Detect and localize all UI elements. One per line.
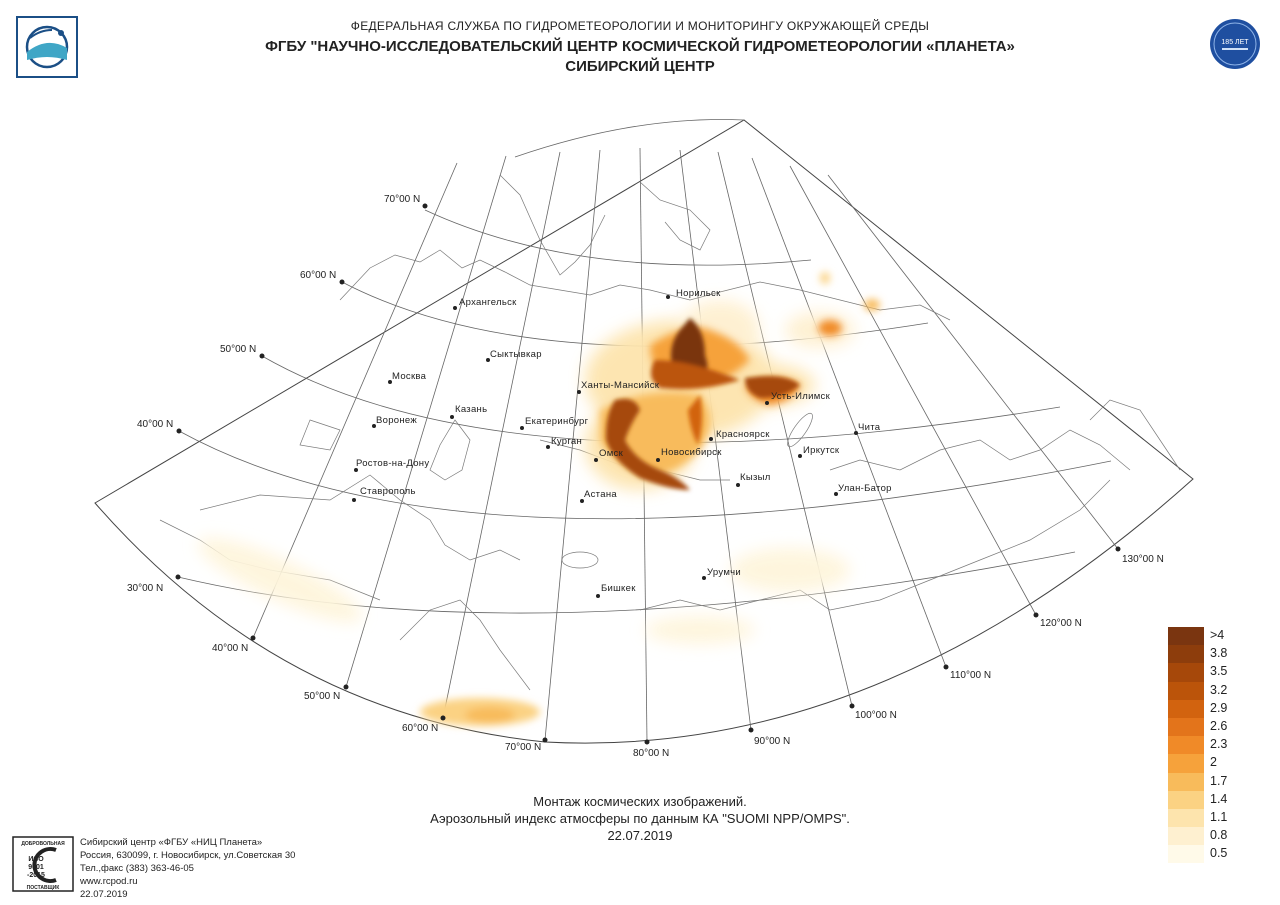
center-title: СИБИРСКИЙ ЦЕНТР: [565, 58, 715, 75]
svg-text:Сыктывкар: Сыктывкар: [490, 349, 542, 360]
svg-text:Новосибирск: Новосибирск: [661, 447, 722, 458]
legend-swatch: [1168, 718, 1204, 736]
lon-label-60: 60°00 N: [402, 723, 439, 734]
svg-text:Улан-Батор: Улан-Батор: [838, 483, 892, 494]
legend-label: 3.2: [1210, 682, 1228, 697]
legend-swatch: [1168, 791, 1204, 809]
legend-label: 0.8: [1210, 828, 1228, 843]
lat-label-50: 50°00 N: [220, 344, 257, 355]
svg-text:Красноярск: Красноярск: [716, 429, 770, 440]
legend-swatch: [1168, 645, 1204, 663]
caption-line1: Монтаж космических изображений.: [533, 794, 747, 809]
svg-text:Бишкек: Бишкек: [601, 583, 636, 594]
footer-date: 22.07.2019: [80, 889, 128, 900]
svg-text:Ставрополь: Ставрополь: [360, 486, 416, 497]
legend-label: 1.4: [1210, 791, 1228, 806]
legend-swatch: [1168, 773, 1204, 791]
lat-label-40: 40°00 N: [137, 419, 174, 430]
svg-text:Екатеринбург: Екатеринбург: [525, 416, 589, 427]
legend-label: 1.1: [1210, 809, 1228, 824]
legend-row: [1168, 645, 1248, 663]
lon-label-120: 120°00 N: [1040, 618, 1082, 629]
footer-phone: Тел.,факс (383) 363-46-05: [80, 863, 194, 874]
footer-org: Сибирский центр «ФГБУ «НИЦ Планета»: [80, 837, 263, 848]
legend-swatch: [1168, 754, 1204, 772]
legend-label: 3.8: [1210, 646, 1228, 661]
legend-label: >4: [1210, 628, 1225, 642]
legend-row: [1168, 682, 1248, 700]
legend-row: [1168, 663, 1248, 681]
legend-row: [1168, 700, 1248, 718]
footer-website[interactable]: www.rcpod.ru: [80, 876, 138, 887]
aerosol-index-legend: [1168, 627, 1248, 863]
legend-row: [1168, 736, 1248, 754]
planeta-logo: [16, 16, 78, 78]
svg-text:-2015: -2015: [27, 872, 45, 879]
svg-text:9001: 9001: [28, 864, 44, 871]
svg-text:Москва: Москва: [392, 371, 427, 382]
iso-certification-logo: [12, 836, 74, 892]
svg-text:ИСО: ИСО: [28, 856, 44, 863]
svg-text:Астана: Астана: [584, 489, 617, 500]
svg-text:Иркутск: Иркутск: [803, 445, 840, 456]
svg-text:Курган: Курган: [551, 436, 583, 447]
svg-text:Кызыл: Кызыл: [740, 472, 771, 483]
legend-row: [1168, 827, 1248, 845]
lon-label-90: 90°00 N: [754, 736, 791, 747]
legend-swatch: [1168, 700, 1204, 718]
svg-text:Омск: Омск: [599, 448, 624, 459]
lon-label-50: 50°00 N: [304, 691, 341, 702]
legend-label: 2.3: [1210, 737, 1228, 752]
lat-label-70: 70°00 N: [384, 194, 421, 205]
footer-address: Россия, 630099, г. Новосибирск, ул.Советская 30: [80, 850, 296, 861]
legend-swatch: [1168, 845, 1204, 863]
svg-text:Урумчи: Урумчи: [707, 567, 742, 578]
legend-label: 2: [1210, 755, 1217, 770]
legend-row: [1168, 754, 1248, 772]
lon-label-100: 100°00 N: [855, 710, 897, 721]
legend-swatch: [1168, 682, 1204, 700]
legend-swatch: [1168, 736, 1204, 754]
legend-row: [1168, 791, 1248, 809]
anniversary-logo: [1209, 18, 1261, 70]
institute-title: ФГБУ "НАУЧНО-ИССЛЕДОВАТЕЛЬСКИЙ ЦЕНТР КОСМИЧЕСКОЙ ГИДРОМЕТЕОРОЛОГИИ «ПЛАНЕТА»: [265, 38, 1015, 55]
svg-text:Усть-Илимск: Усть-Илимск: [771, 391, 831, 402]
legend-swatch: [1168, 809, 1204, 827]
caption-date: 22.07.2019: [607, 828, 673, 843]
agency-title: ФЕДЕРАЛЬНАЯ СЛУЖБА ПО ГИДРОМЕТЕОРОЛОГИИ И МОНИТОРИНГУ ОКРУЖАЮЩЕЙ СРЕДЫ: [350, 19, 930, 33]
lat-label-30: 30°00 N: [127, 583, 164, 594]
svg-text:Норильск: Норильск: [676, 288, 721, 299]
svg-text:ДОБРОВОЛЬНАЯ: ДОБРОВОЛЬНАЯ: [21, 841, 65, 847]
svg-text:Архангельск: Архангельск: [459, 297, 517, 308]
legend-row: [1168, 627, 1248, 645]
lon-label-40: 40°00 N: [212, 643, 249, 654]
caption-line2: Аэрозольный индекс атмосферы по данным КА "SUOMI NPP/OMPS".: [430, 811, 850, 826]
lon-label-130: 130°00 N: [1122, 554, 1164, 565]
svg-text:Ростов-на-Дону: Ростов-на-Дону: [356, 458, 430, 469]
legend-row: [1168, 809, 1248, 827]
lat-label-60: 60°00 N: [300, 270, 337, 281]
svg-text:Воронеж: Воронеж: [376, 415, 418, 426]
legend-row: [1168, 773, 1248, 791]
svg-text:Ханты-Мансийск: Ханты-Мансийск: [581, 380, 660, 391]
legend-swatch: [1168, 827, 1204, 845]
svg-text:Чита: Чита: [858, 422, 881, 433]
legend-label: 2.9: [1210, 700, 1228, 715]
legend-label: 3.5: [1210, 664, 1228, 679]
legend-swatch: [1168, 627, 1204, 645]
svg-text:ПОСТАВЩИК: ПОСТАВЩИК: [26, 885, 60, 891]
lon-label-110: 110°00 N: [950, 670, 992, 681]
svg-text:185 ЛЕТ: 185 ЛЕТ: [1221, 39, 1249, 46]
city-krasnoyarsk: [709, 429, 770, 441]
legend-row: [1168, 845, 1248, 863]
legend-row: [1168, 718, 1248, 736]
svg-text:Казань: Казань: [455, 404, 488, 415]
legend-label: 1.7: [1210, 773, 1228, 788]
lon-label-80: 80°00 N: [633, 748, 670, 759]
legend-label: 2.6: [1210, 718, 1228, 733]
lon-label-70: 70°00 N: [505, 742, 542, 753]
legend-swatch: [1168, 663, 1204, 681]
legend-label: 0.5: [1210, 846, 1228, 861]
